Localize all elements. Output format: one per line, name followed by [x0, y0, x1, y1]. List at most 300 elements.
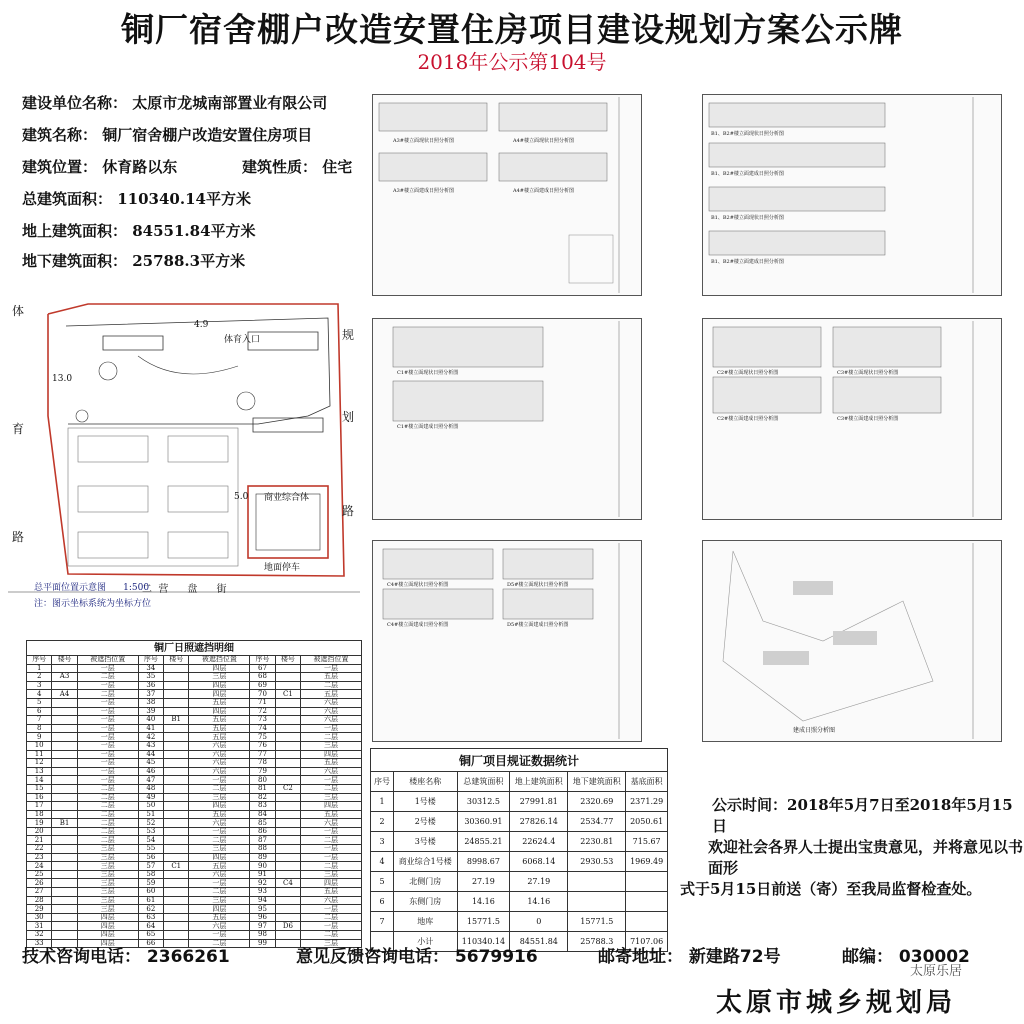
sunlight-table-cell: 五层: [189, 698, 250, 707]
sunlight-table-cell: [275, 888, 300, 897]
stats-table-cell: 24855.21: [457, 832, 510, 852]
drawing-sheet-a3-a4: [372, 94, 642, 296]
sunlight-table-cell: [164, 707, 189, 716]
sunlight-table-cell: [164, 922, 189, 931]
sunlight-table-row: [27, 750, 362, 759]
sunlight-table-cell: 二层: [77, 793, 138, 802]
sunlight-table-cell: 六层: [189, 819, 250, 828]
sunlight-table-cell: [164, 836, 189, 845]
sunlight-table-caption: 铜厂日照遮挡明细: [27, 641, 362, 656]
stats-table-cell: 27.19: [510, 872, 568, 892]
sunlight-table-cell: [275, 716, 300, 725]
sunlight-table-cell: [164, 888, 189, 897]
site-plan-drawing: [8, 296, 360, 608]
sunlight-table-cell: 97: [250, 922, 275, 931]
sunlight-table-cell: 61: [138, 896, 163, 905]
sunlight-table-cell: 69: [250, 681, 275, 690]
sunlight-table-row: [27, 716, 362, 725]
sunlight-table-cell: 五层: [301, 888, 362, 897]
sunlight-table-cell: 二层: [77, 836, 138, 845]
sunlight-table-cell: 55: [138, 845, 163, 854]
sunlight-table-cell: [164, 776, 189, 785]
sunlight-table-cell: 六层: [301, 896, 362, 905]
site-dim-2: 13.0: [52, 374, 73, 384]
sunlight-table-cell: [275, 896, 300, 905]
road-label-bottom: 二 营 盘 街: [142, 584, 227, 595]
sunlight-table-cell: [275, 664, 300, 673]
sunlight-table-cell: 一层: [77, 698, 138, 707]
page-title: 铜厂宿舍棚户改造安置住房项目建设规划方案公示牌: [121, 10, 903, 49]
stats-table-cell: 0: [510, 912, 568, 932]
sunlight-table-cell: [52, 716, 77, 725]
sunlight-table-cell: 三层: [189, 896, 250, 905]
stats-table-cell: 6068.14: [510, 852, 568, 872]
sheet4-caption-1: C2#楼立面现状日照分析图: [717, 370, 779, 376]
sheet2-caption-2: B1、B2#楼立面建成日照分析图: [711, 171, 784, 177]
sunlight-table-cell: 93: [250, 888, 275, 897]
sunlight-table-cell: 六层: [301, 698, 362, 707]
sunlight-table-cell: 一层: [77, 767, 138, 776]
sunlight-table-cell: 五层: [189, 724, 250, 733]
sunlight-table-cell: 10: [27, 741, 52, 750]
sunlight-table-cell: [164, 853, 189, 862]
sheet5-caption-3: C4#楼立面建成日照分析图: [387, 622, 449, 628]
sunlight-table-cell: 三层: [301, 939, 362, 948]
sheet2-caption-1: B1、B2#楼立面现状日照分析图: [711, 131, 784, 137]
sunlight-table-cell: 28: [27, 896, 52, 905]
sunlight-table-row: [27, 819, 362, 828]
sunlight-table-row: [27, 776, 362, 785]
stats-table-cell: 1: [371, 792, 394, 812]
sunlight-table-cell: 26: [27, 879, 52, 888]
sunlight-table-cell: A4: [52, 690, 77, 699]
sunlight-table-cell: 99: [250, 939, 275, 948]
sunlight-table-cell: 三层: [189, 845, 250, 854]
sunlight-table-cell: [275, 810, 300, 819]
sunlight-table-cell: 五层: [189, 862, 250, 871]
site-label-entrance: 体育入口: [224, 335, 261, 345]
stats-table-cell: 商业综合1号楼: [393, 852, 457, 872]
notice-line-1: 欢迎社会各界人士提出宝贵意见，并将意见以书面形: [708, 838, 1024, 877]
sunlight-table-cell: [52, 879, 77, 888]
sunlight-table-cell: [164, 673, 189, 682]
sunlight-table-row: [27, 905, 362, 914]
sunlight-table-cell: 65: [138, 931, 163, 940]
stats-table-cell: 110340.14: [457, 932, 510, 952]
sunlight-table-cell: 三层: [77, 862, 138, 871]
stats-table-cell: 22624.4: [510, 832, 568, 852]
sunlight-table-cell: [164, 819, 189, 828]
sunlight-table-row: [27, 836, 362, 845]
sunlight-table-header-cell: 楼号: [275, 656, 300, 665]
sunlight-table-cell: [164, 767, 189, 776]
postcode: 邮编： 030002: [842, 947, 970, 967]
sunlight-table-cell: 49: [138, 793, 163, 802]
sunlight-table-cell: 一层: [301, 853, 362, 862]
sheet1-caption-3: A3#楼立面建成日照分析图: [393, 188, 454, 194]
sunlight-table-cell: 三层: [189, 793, 250, 802]
sunlight-table-cell: 二层: [77, 827, 138, 836]
sunlight-table-cell: 六层: [301, 767, 362, 776]
sunlight-table-cell: [275, 681, 300, 690]
site-dim-3: 5.0: [234, 492, 249, 502]
sunlight-table-cell: 一层: [77, 759, 138, 768]
sunlight-table-cell: 35: [138, 673, 163, 682]
sunlight-table-cell: 21: [27, 836, 52, 845]
sunlight-table-cell: 67: [250, 664, 275, 673]
sunlight-table-cell: 二层: [77, 690, 138, 699]
sunlight-table-cell: [52, 862, 77, 871]
road-label-left-1: 育: [12, 422, 25, 436]
sunlight-table-row: [27, 673, 362, 682]
sunlight-table-cell: 四层: [189, 853, 250, 862]
sunlight-table-cell: 19: [27, 819, 52, 828]
sunlight-table-cell: 6: [27, 707, 52, 716]
sunlight-table-cell: 四层: [189, 664, 250, 673]
sunlight-table-cell: 二层: [301, 931, 362, 940]
sunlight-table-cell: 54: [138, 836, 163, 845]
sunlight-table-header-cell: 被遮挡位置: [301, 656, 362, 665]
sunlight-table-cell: [52, 733, 77, 742]
sunlight-table-header-cell: 被遮挡位置: [77, 656, 138, 665]
sunlight-table-cell: 三层: [77, 845, 138, 854]
sunlight-table-cell: A3: [52, 673, 77, 682]
sunlight-table-cell: 40: [138, 716, 163, 725]
sunlight-table-cell: 24: [27, 862, 52, 871]
sunlight-table-cell: [164, 741, 189, 750]
sunlight-table-cell: [52, 827, 77, 836]
stats-table-header-cell: 总建筑面积: [457, 772, 510, 792]
sunlight-table-cell: 32: [27, 931, 52, 940]
sunlight-table-cell: [52, 767, 77, 776]
sunlight-table-cell: 84: [250, 810, 275, 819]
sunlight-table-cell: [164, 681, 189, 690]
stats-table-cell: 15771.5: [568, 912, 626, 932]
stats-table-cell: [568, 872, 626, 892]
stats-table-cell: 30312.5: [457, 792, 510, 812]
sunlight-table-cell: B1: [52, 819, 77, 828]
sunlight-table-cell: [52, 913, 77, 922]
sunlight-obstruction-table: [26, 640, 362, 947]
sunlight-table-cell: 二层: [77, 802, 138, 811]
drawing-sheet-site-shadow: [702, 540, 1002, 742]
sunlight-table-cell: 1: [27, 664, 52, 673]
sunlight-table-row: [27, 810, 362, 819]
notice-period: 公示时间：2018年5月7日至2018年5月15日: [712, 796, 1013, 835]
sunlight-table-cell: 39: [138, 707, 163, 716]
sunlight-table-cell: 80: [250, 776, 275, 785]
sunlight-table-cell: 98: [250, 931, 275, 940]
mail-address: 邮寄地址： 新建路72号: [598, 947, 781, 967]
sunlight-table-cell: 3: [27, 681, 52, 690]
stats-table-cell: 27991.81: [510, 792, 568, 812]
sunlight-table-cell: 78: [250, 759, 275, 768]
sunlight-table-cell: 三层: [77, 896, 138, 905]
sunlight-table-cell: B1: [164, 716, 189, 725]
sunlight-table-cell: 六层: [189, 759, 250, 768]
sunlight-table-cell: [52, 802, 77, 811]
sunlight-table-cell: 50: [138, 802, 163, 811]
stats-table-cell: 地库: [393, 912, 457, 932]
sunlight-table-cell: [164, 664, 189, 673]
sunlight-table-row: [27, 707, 362, 716]
sunlight-table-header-cell: 序号: [250, 656, 275, 665]
road-label-left-2: 路: [12, 530, 25, 544]
sunlight-table-cell: [52, 793, 77, 802]
sunlight-table-row: [27, 931, 362, 940]
sunlight-table-cell: 三层: [77, 870, 138, 879]
sunlight-table-cell: [275, 776, 300, 785]
sunlight-table-cell: 25: [27, 870, 52, 879]
sunlight-table-cell: 4: [27, 690, 52, 699]
stats-table-cell: 北侧门房: [393, 872, 457, 892]
sunlight-table-cell: 87: [250, 836, 275, 845]
sunlight-table-cell: 二层: [189, 836, 250, 845]
stats-table-header-cell: 楼座名称: [393, 772, 457, 792]
sheet1-caption-2: A4#楼立面现状日照分析图: [513, 138, 574, 144]
sunlight-table-cell: [275, 741, 300, 750]
stats-table-cell: 2: [371, 812, 394, 832]
sunlight-table-cell: 四层: [77, 939, 138, 948]
stats-table-row: [371, 812, 668, 832]
sunlight-table-cell: 四层: [189, 690, 250, 699]
sunlight-table-cell: [52, 931, 77, 940]
sunlight-table-cell: 53: [138, 827, 163, 836]
sunlight-table-cell: 三层: [301, 870, 362, 879]
sunlight-table-header-cell: 序号: [138, 656, 163, 665]
stats-table-cell: 小计: [393, 932, 457, 952]
sunlight-table-cell: [275, 698, 300, 707]
sunlight-table-cell: 20: [27, 827, 52, 836]
sunlight-table-cell: 一层: [301, 776, 362, 785]
sunlight-table-cell: 三层: [189, 673, 250, 682]
sunlight-table-cell: [164, 827, 189, 836]
sunlight-table-cell: 37: [138, 690, 163, 699]
sunlight-table-cell: 92: [250, 879, 275, 888]
sunlight-table-cell: 一层: [301, 664, 362, 673]
sunlight-table-cell: 一层: [77, 716, 138, 725]
road-label-top: 体: [12, 304, 25, 318]
sunlight-table-cell: 29: [27, 905, 52, 914]
sunlight-table-cell: [275, 673, 300, 682]
sheet6-caption-1: 建成日照分析图: [793, 727, 836, 734]
sunlight-table-cell: [164, 759, 189, 768]
sunlight-table-cell: 六层: [301, 819, 362, 828]
drawing-sheet-c4-d5: [372, 540, 642, 742]
sunlight-table-header-cell: 楼号: [164, 656, 189, 665]
site-label-parking: 地面停车: [264, 563, 301, 573]
sunlight-table-cell: 51: [138, 810, 163, 819]
sunlight-table-cell: 48: [138, 784, 163, 793]
sunlight-table-header-cell: 被遮挡位置: [189, 656, 250, 665]
sunlight-table-cell: [52, 759, 77, 768]
sunlight-table-cell: 五层: [301, 673, 362, 682]
sunlight-table-cell: 73: [250, 716, 275, 725]
sunlight-table-cell: [52, 664, 77, 673]
sunlight-table-cell: [164, 724, 189, 733]
sunlight-table-cell: 四层: [301, 802, 362, 811]
stats-table-cell: 1969.49: [626, 852, 668, 872]
site-dim-1: 4.9: [194, 320, 209, 330]
sunlight-table-cell: 一层: [301, 922, 362, 931]
sunlight-table-cell: 二层: [301, 784, 362, 793]
sunlight-table-cell: 2: [27, 673, 52, 682]
sunlight-table-cell: 70: [250, 690, 275, 699]
sunlight-table-row: [27, 888, 362, 897]
sunlight-table-row: [27, 767, 362, 776]
sheet1-caption-4: A4#楼立面建成日照分析图: [513, 188, 574, 194]
sunlight-table-cell: [275, 750, 300, 759]
sunlight-table-cell: 82: [250, 793, 275, 802]
sunlight-table-row: [27, 724, 362, 733]
below-area-line: 地下建筑面积： 25788.3平方米: [22, 252, 246, 270]
notice-line-2: 式于5月15日前送（寄）至我局监督检查处。: [680, 880, 982, 898]
sunlight-table-cell: C1: [275, 690, 300, 699]
sunlight-table-cell: 23: [27, 853, 52, 862]
sunlight-table-cell: 一层: [189, 827, 250, 836]
sunlight-table-cell: 88: [250, 845, 275, 854]
watermark-text: 太原乐居: [910, 964, 963, 979]
sunlight-table-cell: 95: [250, 905, 275, 914]
sunlight-table-row: [27, 698, 362, 707]
project-stats-table: [370, 748, 668, 946]
sunlight-table-cell: 五层: [301, 810, 362, 819]
sunlight-table-cell: 63: [138, 913, 163, 922]
sunlight-table-row: [27, 681, 362, 690]
sunlight-table-cell: [164, 879, 189, 888]
sunlight-table-cell: 43: [138, 741, 163, 750]
sunlight-table-cell: [164, 698, 189, 707]
sunlight-table-cell: 42: [138, 733, 163, 742]
sunlight-table-cell: [52, 776, 77, 785]
sunlight-table-cell: [164, 802, 189, 811]
sunlight-table-cell: 一层: [189, 879, 250, 888]
total-area-line: 总建筑面积： 110340.14平方米: [22, 190, 251, 208]
sunlight-table-cell: 9: [27, 733, 52, 742]
sunlight-table-cell: [164, 784, 189, 793]
sunlight-table-cell: 六层: [189, 922, 250, 931]
stats-table-row: [371, 852, 668, 872]
sunlight-table-row: [27, 784, 362, 793]
sheet5-caption-2: D5#楼立面现状日照分析图: [507, 582, 569, 588]
sunlight-table-cell: 44: [138, 750, 163, 759]
sunlight-table-cell: [275, 913, 300, 922]
sunlight-table-cell: 8: [27, 724, 52, 733]
sunlight-table-cell: 一层: [301, 845, 362, 854]
stats-table-cell: 30360.91: [457, 812, 510, 832]
sunlight-table-cell: 三层: [77, 905, 138, 914]
sunlight-table-cell: 94: [250, 896, 275, 905]
road-label-right-3: 路: [342, 504, 355, 518]
stats-table-cell: 715.67: [626, 832, 668, 852]
sunlight-table-cell: 64: [138, 922, 163, 931]
drawing-sheet-c1: [372, 318, 642, 520]
sunlight-table-cell: 18: [27, 810, 52, 819]
sunlight-table-cell: 四层: [189, 707, 250, 716]
sunlight-table-cell: 六层: [189, 767, 250, 776]
sunlight-table-cell: [52, 922, 77, 931]
sheet2-caption-4: B1、B2#楼立面建成日照分析图: [711, 259, 784, 265]
sunlight-table-cell: 二层: [189, 888, 250, 897]
sunlight-table-row: [27, 741, 362, 750]
sunlight-table-cell: [164, 750, 189, 759]
sunlight-table-cell: 41: [138, 724, 163, 733]
sunlight-table-cell: 四层: [189, 802, 250, 811]
sunlight-table-cell: 四层: [77, 913, 138, 922]
sunlight-table-cell: 五层: [189, 733, 250, 742]
sunlight-table-header-cell: 序号: [27, 656, 52, 665]
sunlight-table-cell: 57: [138, 862, 163, 871]
sunlight-table-row: [27, 690, 362, 699]
sunlight-table-cell: [164, 845, 189, 854]
sunlight-table-cell: 六层: [189, 870, 250, 879]
stats-table-cell: 14.16: [457, 892, 510, 912]
stats-table-cell: 8998.67: [457, 852, 510, 872]
sunlight-table-cell: [275, 759, 300, 768]
road-label-right-1: 规: [342, 328, 355, 342]
sunlight-table-cell: 一层: [77, 741, 138, 750]
stats-table-header-cell: 地上建筑面积: [510, 772, 568, 792]
sheet1-caption-1: A3#楼立面现状日照分析图: [393, 138, 454, 144]
sunlight-table-cell: [52, 784, 77, 793]
sunlight-table-cell: 二层: [301, 733, 362, 742]
sunlight-table-cell: 二层: [77, 819, 138, 828]
sunlight-table-cell: 14: [27, 776, 52, 785]
sunlight-table-cell: 三层: [77, 853, 138, 862]
sunlight-table-cell: [52, 845, 77, 854]
sunlight-table-cell: [275, 870, 300, 879]
sunlight-table-cell: [52, 810, 77, 819]
sunlight-table-cell: 一层: [77, 681, 138, 690]
sunlight-table-cell: [275, 905, 300, 914]
sunlight-table-row: [27, 793, 362, 802]
sunlight-table-cell: [164, 896, 189, 905]
sunlight-table-cell: 66: [138, 939, 163, 948]
drawing-sheet-b1-b2: [702, 94, 1002, 296]
sunlight-table-cell: 38: [138, 698, 163, 707]
sunlight-table-cell: 二层: [301, 681, 362, 690]
sunlight-table-cell: [275, 845, 300, 854]
sunlight-table-row: [27, 827, 362, 836]
sunlight-table-cell: 31: [27, 922, 52, 931]
sunlight-table-cell: [164, 905, 189, 914]
sunlight-table-row: [27, 664, 362, 673]
sunlight-table-row: [27, 845, 362, 854]
sunlight-table-cell: 一层: [301, 827, 362, 836]
sunlight-table-cell: 89: [250, 853, 275, 862]
sunlight-table-cell: 13: [27, 767, 52, 776]
sunlight-table-cell: [164, 690, 189, 699]
sunlight-table-cell: 一层: [77, 707, 138, 716]
sunlight-table-row: [27, 870, 362, 879]
site-plan-note: 注：图示坐标系统为坐标方位: [34, 599, 152, 609]
sunlight-table-row: [27, 733, 362, 742]
sunlight-table-row: [27, 862, 362, 871]
sunlight-table-cell: 12: [27, 759, 52, 768]
stats-table-cell: 7: [371, 912, 394, 932]
sunlight-table-cell: C4: [275, 879, 300, 888]
sunlight-table-cell: [275, 862, 300, 871]
sunlight-table-cell: 四层: [189, 905, 250, 914]
sunlight-table-cell: 四层: [77, 931, 138, 940]
sunlight-table-cell: 86: [250, 827, 275, 836]
sunlight-table-cell: 7: [27, 716, 52, 725]
tech-phone: 技术咨询电话： 2366261: [22, 947, 230, 967]
sunlight-table-row: [27, 879, 362, 888]
sunlight-table-cell: C2: [275, 784, 300, 793]
stats-table-cell: 7107.06: [626, 932, 668, 952]
sunlight-table-header-cell: 楼号: [52, 656, 77, 665]
